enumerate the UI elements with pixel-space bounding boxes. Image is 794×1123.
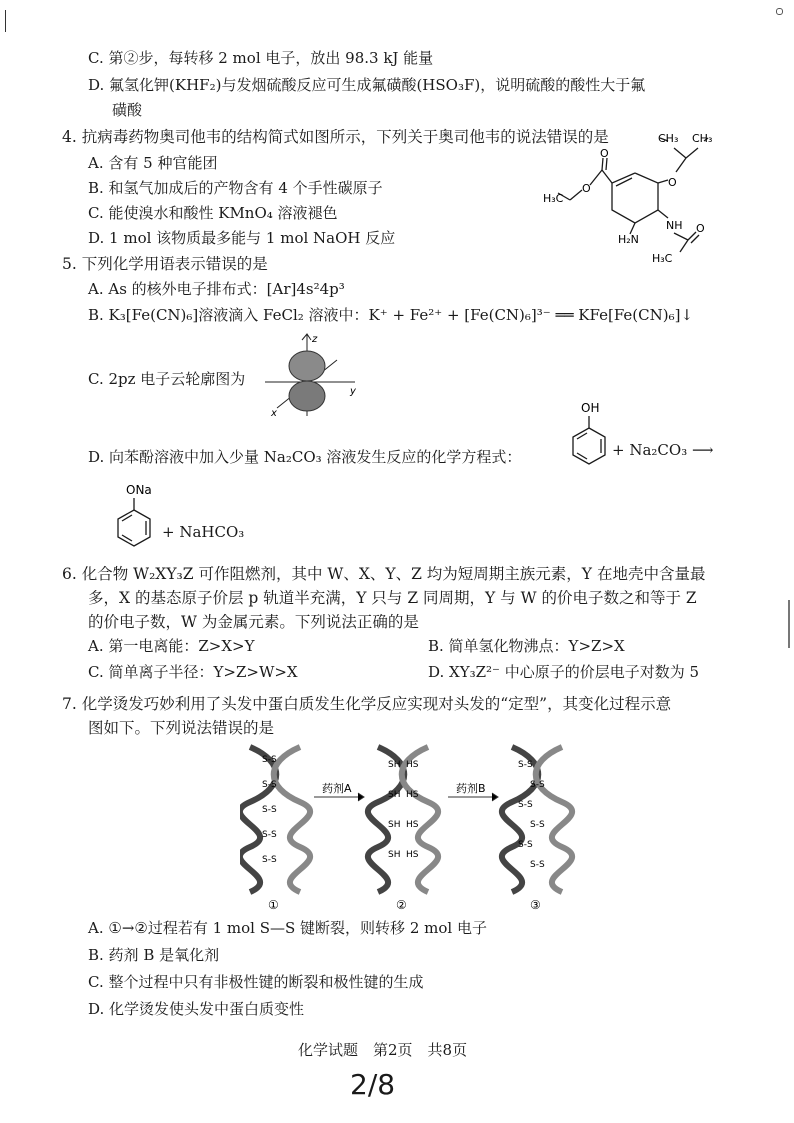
q7-option-d: D. 化学烫发使头发中蛋白质变性	[88, 1000, 305, 1018]
hs-group: HS	[406, 820, 419, 830]
q3-option-d: D. 氟氢化钾(KHF₂)与发烟硫酸反应可生成氟磺酸(HSO₃F)，说明硫酸的酸性大于氟	[88, 76, 646, 94]
q4-option-c: C. 能使溴水和酸性 KMnO₄ 溶液褪色	[88, 204, 338, 222]
q4-option-b: B. 和氢气加成后的产物含有 4 个手性碳原子	[88, 179, 383, 197]
q7-option-c: C. 整个过程中只有非极性键的断裂和极性键的生成	[88, 973, 424, 991]
q5-option-d: D. 向苯酚溶液中加入少量 Na₂CO₃ 溶液发生反应的化学方程式：	[88, 448, 522, 466]
ss-bond: S-S	[262, 805, 277, 815]
ethyl-ch3-right: CH₃	[692, 132, 713, 145]
q7-option-a: A. ①→②过程若有 1 mol S—S 键断裂，则转移 2 mol 电子	[88, 919, 487, 937]
q6-option-d: D. XY₃Z²⁻ 中心原子的价层电子对数为 5	[428, 663, 700, 681]
ether-o: O	[668, 176, 677, 189]
sh-group: SH	[388, 760, 401, 770]
q4-option-d: D. 1 mol 该物质最多能与 1 mol NaOH 反应	[88, 229, 396, 247]
state-3-label: ③	[530, 898, 541, 912]
axis-x-label: x	[271, 408, 277, 419]
scan-corner-mark	[5, 10, 6, 32]
reagent-a-label: 药剂A	[322, 782, 352, 795]
q5-option-c: C. 2pz 电子云轮廓图为	[88, 370, 246, 388]
phenol-oh: OH	[581, 401, 600, 415]
amide-nh: NH	[666, 219, 683, 232]
q6-option-a: A. 第一电离能：Z>X>Y	[88, 637, 255, 655]
product-nahco3: + NaHCO₃	[162, 523, 245, 541]
axis-y-label: y	[350, 386, 356, 397]
ethyl-ch3-left: CH₃	[658, 132, 679, 145]
ester-carbonyl-o: O	[600, 147, 609, 160]
reactant-na2co3: + Na₂CO₃ ⟶	[612, 441, 714, 459]
ss-bond: S-S	[262, 830, 277, 840]
sh-group: SH	[388, 790, 401, 800]
ester-methyl: H₃C	[543, 192, 564, 205]
hs-group: HS	[406, 790, 419, 800]
hs-group: HS	[406, 850, 419, 860]
ss-bond: S-S	[518, 760, 533, 770]
q6-option-c: C. 简单离子半径：Y>Z>W>X	[88, 663, 298, 681]
ss-bond: S-S	[262, 780, 277, 790]
q5-option-b: B. K₃[Fe(CN)₆]溶液滴入 FeCl₂ 溶液中：K⁺ + Fe²⁺ + [Fe(CN)₆]³⁻ ══ KFe[Fe(CN)₆]↓	[88, 306, 694, 324]
page-footer: 化学试题 第2页 共8页	[298, 1041, 468, 1059]
q5-option-a: A. As 的核外电子排布式：[Ar]4s²4p³	[88, 280, 345, 298]
scan-edge-mark	[788, 600, 790, 648]
ss-bond: S-S	[262, 855, 277, 865]
ss-bond: S-S	[518, 800, 533, 810]
q7-option-b: B. 药剂 B 是氧化剂	[88, 946, 220, 964]
ester-o: O	[582, 182, 591, 195]
hair-perm-diagram	[240, 742, 580, 912]
sodium-phenoxide-structure	[110, 480, 166, 552]
2pz-orbital-diagram	[255, 330, 365, 420]
q6-stem-line2: 多，X 的基态原子价层 p 轨道半充满，Y 只与 Z 同周期，Y 与 W 的价电子数之和等于 Z	[88, 589, 697, 607]
q7-stem-line1: 7. 化学烫发巧妙利用了头发中蛋白质发生化学反应实现对头发的“定型”，其变化过程示意	[62, 695, 672, 713]
ss-bond: S-S	[530, 820, 545, 830]
amide-methyl: H₃C	[652, 252, 673, 265]
q4-option-a: A. 含有 5 种官能团	[88, 154, 218, 172]
sh-group: SH	[388, 850, 401, 860]
sh-group: SH	[388, 820, 401, 830]
ss-bond: S-S	[518, 840, 533, 850]
q6-stem-line3: 的价电子数，W 为金属元素。下列说法正确的是	[88, 613, 419, 631]
ss-bond: S-S	[530, 860, 545, 870]
axis-z-label: z	[312, 334, 318, 345]
reagent-b-label: 药剂B	[456, 782, 486, 795]
state-2-label: ②	[396, 898, 407, 912]
phenol-structure	[565, 398, 615, 470]
ss-bond: S-S	[530, 780, 545, 790]
amide-o: O	[696, 222, 705, 235]
q3-option-c: C. 第②步，每转移 2 mol 电子，放出 98.3 kJ 能量	[88, 49, 434, 67]
q4-stem: 4. 抗病毒药物奥司他韦的结构简式如图所示，下列关于奥司他韦的说法错误的是	[62, 128, 609, 146]
q7-stem-line2: 图如下。下列说法错误的是	[88, 719, 275, 737]
q6-option-b: B. 简单氢化物沸点：Y>Z>X	[428, 637, 625, 655]
oseltamivir-structure	[540, 130, 720, 270]
ss-bond: S-S	[262, 755, 277, 765]
q3-option-d-cont: 磺酸	[112, 101, 143, 119]
phenoxide-ona: ONa	[126, 483, 152, 497]
q5-stem: 5. 下列化学用语表示错误的是	[62, 255, 268, 273]
amine-nh2: H₂N	[618, 233, 639, 246]
page-number: 2/8	[350, 1068, 396, 1101]
q6-stem-line1: 6. 化合物 W₂XY₃Z 可作阻燃剂，其中 W、X、Y、Z 均为短周期主族元素，Y 在地壳中含量最	[62, 565, 706, 583]
state-1-label: ①	[268, 898, 279, 912]
scan-dot-mark	[776, 8, 783, 15]
hs-group: HS	[406, 760, 419, 770]
